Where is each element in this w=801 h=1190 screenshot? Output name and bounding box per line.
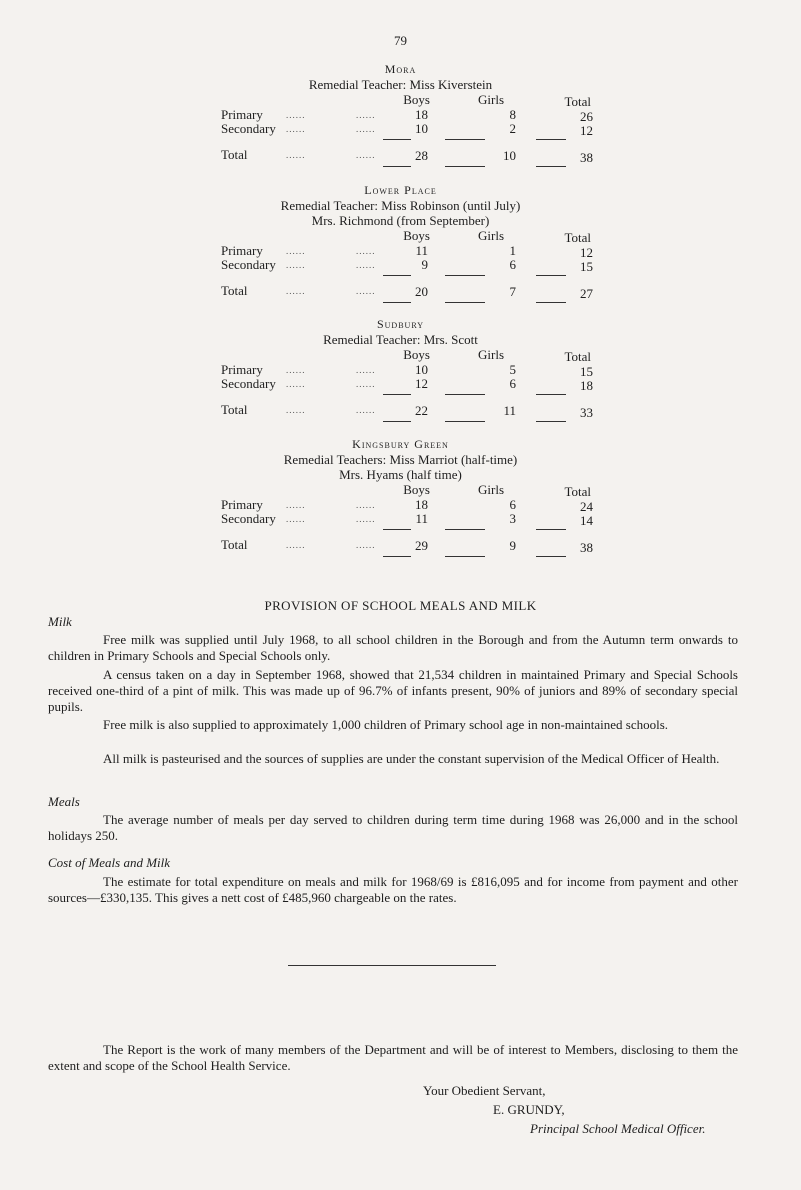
total-boys-value: 22 [415,403,428,418]
leader-dots: ...... [286,124,306,134]
column-header-boys: Boys [403,92,430,107]
leader-dots: ...... [286,110,306,120]
row-label: Secondary [221,511,276,526]
sum-rule [383,139,411,140]
provision-title: PROVISION OF SCHOOL MEALS AND MILK [264,598,537,613]
total-value: 15 [580,364,593,379]
leader-dots: ...... [356,286,376,296]
milk-paragraph-4: All milk is pasteurised and the sources of supplies are under the constant supervision of the Medical Officer of Health. [103,751,720,766]
sum-rule [536,529,566,530]
row-label: Primary [221,243,263,258]
total-underline [383,421,411,422]
total-underline [536,166,566,167]
boys-value: 18 [415,497,428,512]
boys-value: 9 [421,257,428,272]
row-label: Secondary [221,257,276,272]
remedial-teacher-line: Remedial Teacher: Mrs. Scott [323,332,478,347]
column-header-girls: Girls [478,347,504,362]
closing-paragraph: The Report is the work of many members of the Department and will be of interest to Members, disclosing to them the extent and scope of the School Health Service. [48,1042,738,1073]
total-value: 18 [580,378,593,393]
total-underline [536,302,566,303]
milk-paragraph-3: Free milk is also supplied to approximately 1,000 children of Primary school age in non-maintained schools. [103,717,669,732]
leader-dots: ...... [356,500,376,510]
remedial-teacher-line: Mrs. Hyams (half time) [339,467,462,482]
total-underline [383,166,411,167]
cost-heading: Cost of Meals and Milk [48,855,171,870]
leader-dots: ...... [286,246,306,256]
total-value: 12 [580,123,593,138]
girls-value: 2 [509,121,516,136]
row-label: Primary [221,362,263,377]
column-header-girls: Girls [478,92,504,107]
boys-value: 10 [415,121,428,136]
school-title: Mora [384,62,417,76]
leader-dots: ...... [286,514,306,524]
total-underline [536,556,566,557]
total-girls-value: 7 [509,284,516,299]
column-header-total: Total [564,230,591,245]
total-value: 15 [580,259,593,274]
sum-rule [445,394,485,395]
total-underline [383,302,411,303]
total-underline [445,166,485,167]
row-label: Secondary [221,121,276,136]
section-divider [288,965,496,966]
sum-rule [536,275,566,276]
leader-dots: ...... [356,514,376,524]
girls-value: 3 [509,511,516,526]
total-value: 24 [580,499,593,514]
total-girls-value: 10 [503,148,516,163]
boys-value: 10 [415,362,428,377]
boys-value: 12 [415,376,428,391]
leader-dots: ...... [356,110,376,120]
page-number: 79 [394,33,407,48]
sum-rule [445,529,485,530]
sum-rule [536,139,566,140]
total-value: 14 [580,513,593,528]
cost-paragraph: The estimate for total expenditure on meals and milk for 1968/69 is £816,095 and for income from payment and other sources—£330,135. This gives a nett cost of £485,960 chargeable on the rates. [48,874,738,905]
total-value: 12 [580,245,593,260]
signatory-position: Principal School Medical Officer. [530,1121,706,1136]
leader-dots: ...... [286,365,306,375]
sum-rule [445,139,485,140]
total-underline [445,556,485,557]
milk-heading: Milk [48,614,72,629]
salutation: Your Obedient Servant, [423,1083,546,1098]
row-label: Primary [221,107,263,122]
column-header-girls: Girls [478,228,504,243]
grand-total-value: 38 [580,150,593,165]
row-label: Secondary [221,376,276,391]
leader-dots: ...... [356,379,376,389]
column-header-total: Total [564,484,591,499]
leader-dots: ...... [356,540,376,550]
total-value: 26 [580,109,593,124]
girls-value: 6 [509,257,516,272]
school-title: Kingsbury Green [352,437,449,451]
grand-total-value: 27 [580,286,593,301]
girls-value: 1 [509,243,516,258]
girls-value: 6 [509,376,516,391]
school-title: Sudbury [376,317,424,331]
column-header-boys: Boys [403,228,430,243]
remedial-teacher-line: Mrs. Richmond (from September) [311,213,490,228]
sum-rule [383,394,411,395]
column-header-total: Total [564,94,591,109]
total-girls-value: 9 [509,538,516,553]
girls-value: 6 [509,497,516,512]
meals-paragraph: The average number of meals per day served to children during term time during 1968 was 26,000 and in the school holidays 250. [48,812,738,843]
meals-heading: Meals [48,794,80,809]
remedial-teacher-line: Remedial Teacher: Miss Robinson (until July) [280,198,521,213]
leader-dots: ...... [286,405,306,415]
total-underline [445,302,485,303]
leader-dots: ...... [356,150,376,160]
column-header-total: Total [564,349,591,364]
remedial-teacher-line: Remedial Teacher: Miss Kiverstein [308,77,493,92]
milk-paragraph-1: Free milk was supplied until July 1968, to all school children in the Borough and from the Autumn term onwards to children in Primary Schools and Special Schools only. [48,632,738,663]
column-header-boys: Boys [403,347,430,362]
girls-value: 8 [509,107,516,122]
column-header-boys: Boys [403,482,430,497]
boys-value: 11 [415,243,428,258]
leader-dots: ...... [356,365,376,375]
total-girls-value: 11 [503,403,516,418]
leader-dots: ...... [286,150,306,160]
school-title: Lower Place [364,183,437,197]
leader-dots: ...... [356,260,376,270]
total-boys-value: 29 [415,538,428,553]
boys-value: 18 [415,107,428,122]
sum-rule [383,275,411,276]
row-label: Primary [221,497,263,512]
total-boys-value: 28 [415,148,428,163]
leader-dots: ...... [356,246,376,256]
leader-dots: ...... [286,286,306,296]
total-underline [383,556,411,557]
total-boys-value: 20 [415,284,428,299]
signatory-name: E. GRUNDY, [493,1102,565,1117]
milk-paragraph-2: A census taken on a day in September 1968, showed that 21,534 children in maintained Primary and Special Schools received one-third of a pint of milk. This was made up of 96.7% of infants present, 90% of juniors and 89% of secondary special pupils. [48,667,738,714]
column-header-girls: Girls [478,482,504,497]
grand-total-value: 38 [580,540,593,555]
leader-dots: ...... [286,500,306,510]
leader-dots: ...... [356,405,376,415]
sum-rule [383,529,411,530]
total-underline [536,421,566,422]
total-underline [445,421,485,422]
sum-rule [445,275,485,276]
total-row-label: Total [221,537,248,552]
grand-total-value: 33 [580,405,593,420]
leader-dots: ...... [356,124,376,134]
leader-dots: ...... [286,379,306,389]
total-row-label: Total [221,283,248,298]
total-row-label: Total [221,402,248,417]
girls-value: 5 [509,362,516,377]
sum-rule [536,394,566,395]
boys-value: 11 [415,511,428,526]
leader-dots: ...... [286,260,306,270]
remedial-teacher-line: Remedial Teachers: Miss Marriot (half-time) [283,452,518,467]
total-row-label: Total [221,147,248,162]
leader-dots: ...... [286,540,306,550]
